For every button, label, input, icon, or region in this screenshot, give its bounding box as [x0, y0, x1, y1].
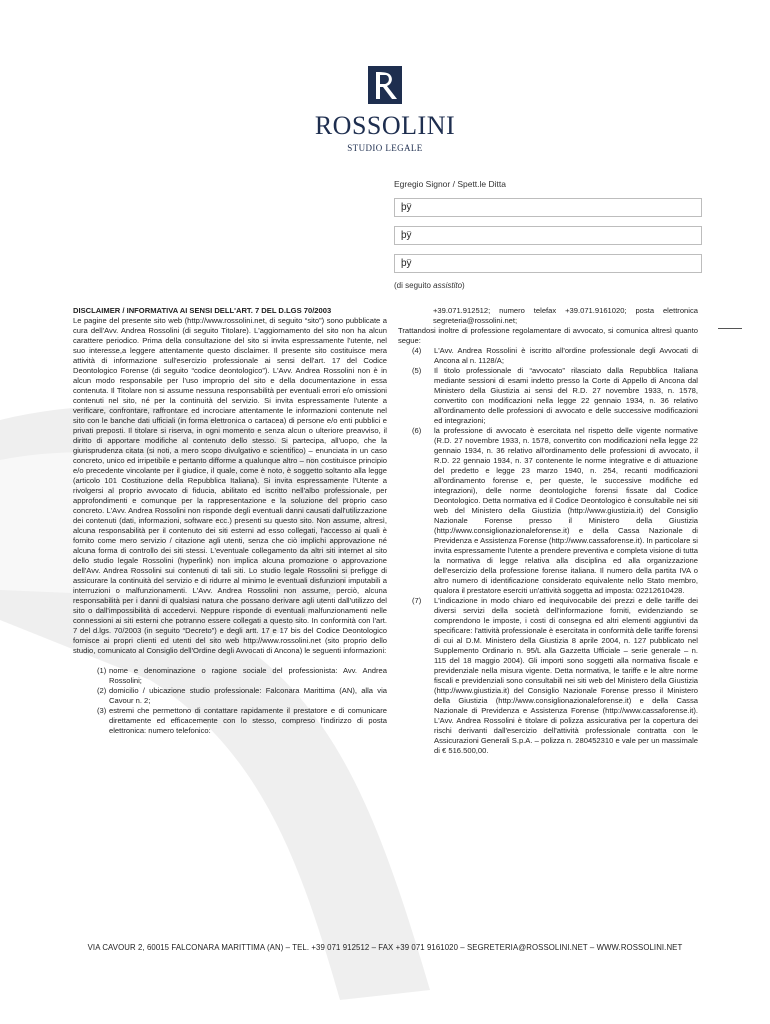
disclaimer-title: DISCLAIMER / INFORMATIVA AI SENSI DELL'ART. 7 DEL D.LGS 70/2003 [73, 306, 332, 315]
recipient-field-3[interactable]: þÿ [394, 254, 702, 273]
disclaimer-left-column [73, 306, 387, 736]
disclaimer-body: Le pagine del presente sito web (http://www.rossolini.net, di seguito “sito”) sono pubblicate a cura dell'Avv. Andrea Rossolini (di seguito Titolare). L'aggiornamento del sito non ha alcun carattere periodico. Prima della consultazione del sito si invita espressamente l'utente, nel suo interesse,a leggere attentamente questo disclaimer. Il presente sito costituisce mera attività di informazione sull'esercizio professionale ai sensi dell'art. 17 del Codice Deontologico Forense (di seguito “codice deontologico”). L'Avv. Andrea Rossolini non è in alcun modo responsabile per l'uso improprio del sito e della documentazione in essa contenuta. Il Titolare non si assume nessuna responsabilità per eventuali errori e/o omissioni contenuti nel sito, né per la continuità del servizio. Si invita espressamente l'utente a verificare, confrontare, raffrontare ed incrociare attentamente le informazioni contenute nel sito con le banche dati ufficiali (in forma elettronica o cartacea) di persone e/o enti pubblici e privati preposti. Il titolare si riserva, in ogni momento e senza alcun o ulteriore preavviso, il diritto di apportare modifiche al contenuto dello stesso. Si partecipa, all'uopo, che la giurisprudenza citata (si noti, a mero scopo divulgativo e scientifico) – enunciata in un caso concreto, unico ed irripetibile e pertanto difforme a qualunque altro – non costituisce principio e/o precedente vincolante per il giudice, il quale, come è noto, è soggetto soltanto alla legge (articolo 101 Costituzione della Repubblica Italiana). Si invita espressamente l'Utente a rivolgersi al proprio avvocato di fiducia, abilitato ed iscritto nell'albo professionale, per approfondimenti e comunque per la rappresentazione e la soluzione del proprio caso concreto. L'Avv. Andrea Rossolini non risponde degli eventuali danni causati dall'utilizzazione dei contenuti (dati, informazioni, software ecc.) presenti su questo sito. Non assume, altresì, alcuna responsabilità per il contenuto dei siti esterni ad esso collegati, l'accesso ai quali è fornito come mero servizio / citazione agli utenti, senza che ciò implichi approvazione né alcuna forma di controllo dei siti stessi. L'eventuale collegamento da altri siti internet al sito dello studio legale Rossolini (hyperlink) non implica alcuna promozione o approvazione dell'Avv. Andrea Rossolini sui contenuti di tali siti. Lo studio legale Rossolini si prefigge di assicurare la continuità del servizio e di ridurre al minimo le eventuali disfunzioni imputabili a interruzioni o malfunzionamenti. L'Avv. Andrea Rossolini non assume, perciò, alcuna responsabilità per i danni di qualsiasi natura che possano derivare agli utenti dall'utilizzo del sito o dall'impossibilità di accedervi. Neppure risponde di eventuali malfunzionamenti nelle connessioni ai siti esterni che potranno essere collegati a questo sito. In conformità con l'art. 7 del d.lgs. 70/2003 (in seguito “Decreto”) e degli artt. 17 e 17 bis del Codice Deontologico fornisce ai propri clienti ed utenti del sito web http://www.rossolini.net (sito proprio dello studio, comunicato al Consiglio dell'Ordine degli Avvocati di Ancona) le seguenti informazioni: [73, 316, 387, 655]
list-item [73, 706, 387, 736]
list-item-number: (2) [97, 686, 107, 695]
letterhead [0, 66, 770, 153]
list-item-text: nome e denominazione o ragione sociale del professionista: Avv. Andrea Rossolini; [109, 666, 387, 685]
list-item [73, 666, 387, 686]
list-item-number: (1) [97, 666, 107, 675]
list-item-number: (5) [412, 366, 422, 375]
disclaimer-right-column [398, 306, 698, 756]
info-list-left [73, 666, 387, 736]
list-item-number: (3) [97, 706, 107, 715]
list-item-number: (6) [412, 426, 422, 435]
list-item-text: L'Avv. Andrea Rossolini è iscritto all'ordine professionale degli Avvocati di Ancona al n. 1128/A; [434, 346, 698, 365]
list-item-text: la professione di avvocato è esercitata nel rispetto delle vigente normative (R.D. 27 novembre 1933, n. 1578, convertito con modificazioni nella legge 22 gennaio 1934, n. 36 relativo all'ordinamento delle professioni di avvocato, il R.D. 22 gennaio 1934, n. 37 contenente le norme integrative e di attuazione del predetto e legge 23 marzo 1940, n. 254, recanti modificazioni all'ordinamento forense e, per queste, le successive modifiche ed integrazioni), delle norme deontologiche forensi fissate dal Codice Deontologico. Detta normativa ed il Codice Deontologico è consultabile nei siti web del Ministero della Giustizia (http://www.giustizia.it) del Consiglio Nazionale Forense presso il Ministero della Giustizia (http://www.consiglionazionaleforense.it) e della Cassa Nazionale di Previdenza e Assistenza Forense (http://www.cassaforense.it). In particolare si invita espressamente l'utente a prendere preventiva e completa visione di tutta la normativa di legge relativa alla disciplina ed alla organizzazione dell'esercizio della professione forense italiana. Il numero della partita IVA o altro numero di identificazione considerato equivalente nello Stato membro, qualora il prestatore eserciti un'attività soggetta ad imposta: 02212610428. [434, 426, 699, 595]
list-item [398, 346, 698, 366]
recipient-label: Egregio Signor / Spett.le Ditta [394, 179, 506, 189]
list-item-number: (7) [412, 596, 422, 605]
recipient-note-word: assistito [433, 281, 463, 290]
recipient-block [394, 179, 702, 290]
firm-name: ROSSOLINI [314, 111, 456, 140]
recipient-field-2[interactable]: þÿ [394, 226, 702, 245]
list-item [398, 426, 698, 596]
list-item-text: L'indicazione in modo chiaro ed inequivocabile dei prezzi e delle tariffe dei diversi servizi della società dell'informazione forniti, evidenziando se comprendono le imposte, i costi di consegna ed altri elementi aggiuntivi da specificare: l'attività professionale è esercitata in conformità delle tariffe forensi di cui al D.M. Ministero della Giustizia 8 aprile 2004, n. 127 pubblicato nel Supplemento Ordinario n. 95/L alla Gazzetta Ufficiale – serie generale – n. 115 del 18 maggio 2004). Gli importi sono soggetti alla normativa fiscale e previdenziale nella misura vigente. Detta normativa, le tariffe e le altre norme fiscali e previdenziali sono consultabili nei siti web del Ministero della Giustizia (http://www.giustizia.it) del Consiglio Nazionale Forense presso il Ministero della Giustizia (http://www.consiglionazionaleforense.it) e della Cassa Nazionale di Previdenza e Assistenza Forense (http://www.cassaforense.it). L'Avv. Andrea Rossolini è titolare di polizza assicurativa per la copertura dei rischi derivanti dall'esercizio dell'attività professionale contratta con le Assicurazioni Generali S.p.A. – polizza n. 280452310 e vale per un massimale di € 516.500,00. [434, 596, 698, 755]
contact-continuation: +39.071.912512; numero telefax +39.071.9161020; posta elettronica segreteria@rossolini.net; [433, 306, 698, 325]
list-item [73, 686, 387, 706]
info-list-right [398, 346, 698, 756]
list-item-text: Il titolo professionale di “avvocato” rilasciato dalla Repubblica Italiana mediante sessioni di esami indetto presso la Corte di Appello di Ancona dal Ministero della Giustizia ai sensi del R.D. 27 novembre 1933, n. 1578, convertito con modificazioni nella legge 22 gennaio 1934, n. 36 relativo all'ordinamento delle professioni di avvocato e delle successive modificazioni ed integrazioni; [434, 366, 698, 425]
list-item-text: estremi che permettono di contattare rapidamente il prestatore e di comunicare direttamente ed efficacemente con lo stesso, compreso l'indirizzo di posta elettronica: numero telefonico: [109, 706, 387, 735]
recipient-note [394, 281, 702, 290]
right-intro: Trattandosi inoltre di professione regolamentare di avvocato, si comunica altresì quanto segue: [398, 326, 698, 345]
list-item [398, 596, 698, 756]
recipient-note-prefix: (di seguito [394, 281, 434, 290]
list-item-number: (4) [412, 346, 422, 355]
margin-dash [718, 328, 742, 329]
recipient-field-1[interactable]: þÿ [394, 198, 702, 217]
logo-r-monogram-icon [368, 66, 402, 104]
footer-contact: VIA CAVOUR 2, 60015 FALCONARA MARITTIMA (AN) – TEL. +39 071 912512 – FAX +39 071 9161020 – SEGRETERIA@ROSSOLINI.NET – WWW.ROSSOLINI.NET [87, 943, 683, 952]
recipient-note-suffix: ) [462, 281, 465, 290]
list-item-text: domicilio / ubicazione studio professionale: Falconara Marittima (AN), alla via Cavour n. 2; [109, 686, 387, 705]
firm-subtitle: STUDIO LEGALE [347, 143, 423, 153]
list-item [398, 366, 698, 426]
